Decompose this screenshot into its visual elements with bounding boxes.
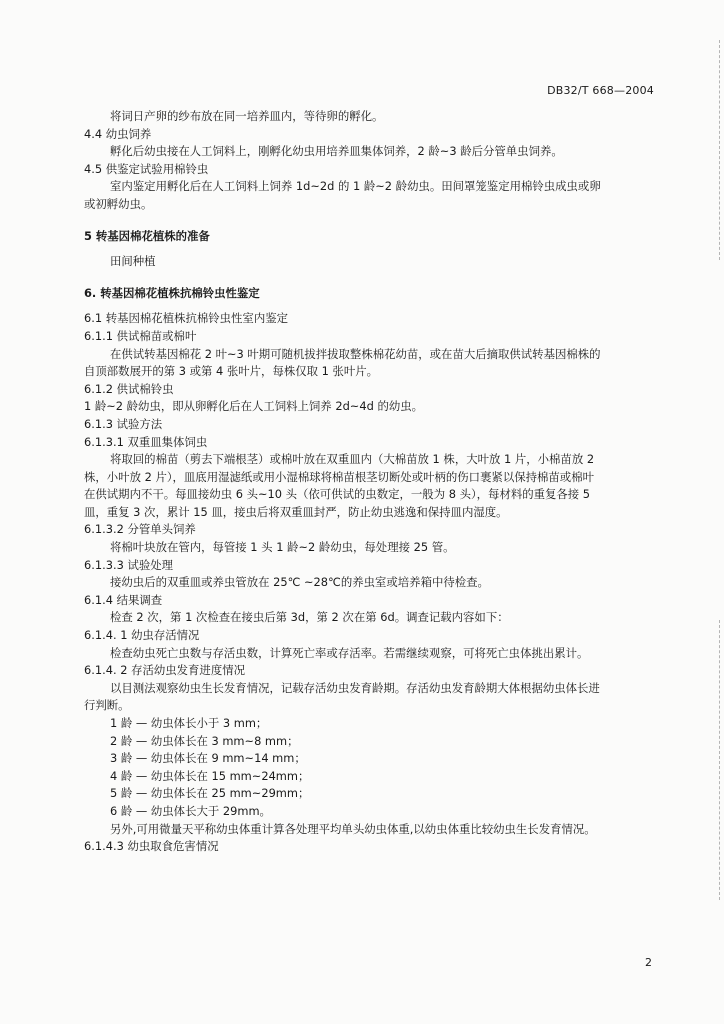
section-heading: 6.1.2 供试棉铃虫 [84, 381, 174, 396]
paragraph: 接幼虫后的双重皿或养虫管放在 25℃ ~28℃的养虫室或培养箱中待检查。 [110, 575, 489, 590]
paragraph: 将取回的棉苗（剪去下端根茎）或棉叶放在双重皿内（大棉苗放 1 株，大叶放 1 片，小棉苗放 2 [110, 452, 595, 467]
list-item: 2 龄 — 幼虫体长在 3 mm~8 mm； [110, 733, 299, 748]
standard-code: DB32/T 668—2004 [547, 84, 654, 97]
scan-edge-mark [718, 620, 720, 900]
section-heading: 4.4 幼虫饲养 [84, 126, 152, 141]
list-item: 3 龄 — 幼虫体长在 9 mm~14 mm； [110, 751, 306, 766]
paragraph: 以目测法观察幼虫生长发育情况，记载存活幼虫发育龄期。存活幼虫发育龄期大体根据幼虫体长进 [110, 680, 600, 695]
paragraph: 自顶部数展开的第 3 或第 4 张叶片，每株仅取 1 张叶片。 [84, 364, 379, 379]
document-body [84, 108, 658, 856]
paragraph: 另外,可用微量天平称幼虫体重计算各处理平均单头幼虫体重,以幼虫体重比较幼虫生长发育情况。 [110, 821, 596, 836]
paragraph: 田间种植 [110, 254, 156, 269]
section-heading: 6.1.1 供试棉苗或棉叶 [84, 328, 197, 343]
paragraph: 检查 2 次，第 1 次检查在接虫后第 3d，第 2 次在第 6d。调查记载内容如下： [110, 610, 509, 625]
list-item: 6 龄 — 幼虫体长大于 29mm。 [110, 803, 271, 818]
section-heading: 6.1.4. 1 幼虫存活情况 [84, 628, 200, 643]
paragraph: 皿，重复 3 次，累计 15 皿，接虫后将双重皿封严，防止幼虫逃逸和保持皿内湿度。 [84, 504, 508, 519]
paragraph: 或初孵幼虫。 [84, 196, 153, 211]
section-heading: 6.1 转基因棉花植株抗棉铃虫性室内鉴定 [84, 311, 288, 326]
paragraph: 在供试期内不干。每皿接幼虫 6 头~10 头（依可供试的虫数定，一般为 8 头），每材料的重复各接 5 [84, 487, 591, 502]
list-item: 1 龄 — 幼虫体长小于 3 mm； [110, 716, 268, 730]
paragraph: 检查幼虫死亡虫数与存活虫数，计算死亡率或存活率。若需继续观察，可将死亡虫体挑出累计。 [110, 645, 589, 660]
section-heading: 6. 转基因棉花植株抗棉铃虫性鉴定 [84, 285, 260, 300]
paragraph: 1 龄~2 龄幼虫，即从卵孵化后在人工饲料上饲养 2d~4d 的幼虫。 [84, 399, 424, 414]
paragraph: 行判断。 [84, 698, 130, 713]
paragraph: 将棉叶块放在管内，每管接 1 头 1 龄~2 龄幼虫，每处理接 25 管。 [110, 540, 455, 555]
section-heading: 6.1.4 结果调查 [84, 592, 163, 607]
paragraph: 株，小叶放 2 片），皿底用湿滤纸或用小湿棉球将棉苗根茎切断处或叶柄的伤口裹紧以保持棉苗或棉叶 [84, 469, 594, 484]
section-heading: 6.1.3 试验方法 [84, 416, 163, 431]
page-number: 2 [645, 956, 652, 969]
section-heading: 6.1.3.1 双重皿集体饲虫 [84, 434, 208, 449]
section-heading: 6.1.4.3 幼虫取食危害情况 [84, 839, 219, 854]
paragraph: 孵化后幼虫接在人工饲料上，刚孵化幼虫用培养皿集体饲养，2 龄~3 龄后分管单虫饲养。 [110, 144, 563, 159]
paragraph: 在供试转基因棉花 2 叶~3 叶期可随机拔拌拔取整株棉花幼苗，或在苗大后摘取供试转基因棉株的 [110, 346, 601, 361]
section-heading: 4.5 供鉴定试验用棉铃虫 [84, 161, 209, 176]
section-heading: 6.1.3.3 试验处理 [84, 557, 174, 572]
section-heading: 5 转基因棉花植株的准备 [84, 228, 210, 243]
list-item: 5 龄 — 幼虫体长在 25 mm~29mm； [110, 786, 310, 801]
scan-edge-mark [718, 40, 720, 260]
section-heading: 6.1.3.2 分管单头饲养 [84, 522, 196, 537]
section-heading: 6.1.4. 2 存活幼虫发育进度情况 [84, 663, 245, 678]
paragraph: 将词日产卵的纱布放在同一培养皿内，等待卵的孵化。 [110, 109, 384, 123]
list-item: 4 龄 — 幼虫体长在 15 mm~24mm； [110, 768, 310, 783]
paragraph: 室内鉴定用孵化后在人工饲料上饲养 1d~2d 的 1 龄~2 龄幼虫。田间罩笼鉴定用棉铃虫成虫或卵 [110, 179, 601, 194]
